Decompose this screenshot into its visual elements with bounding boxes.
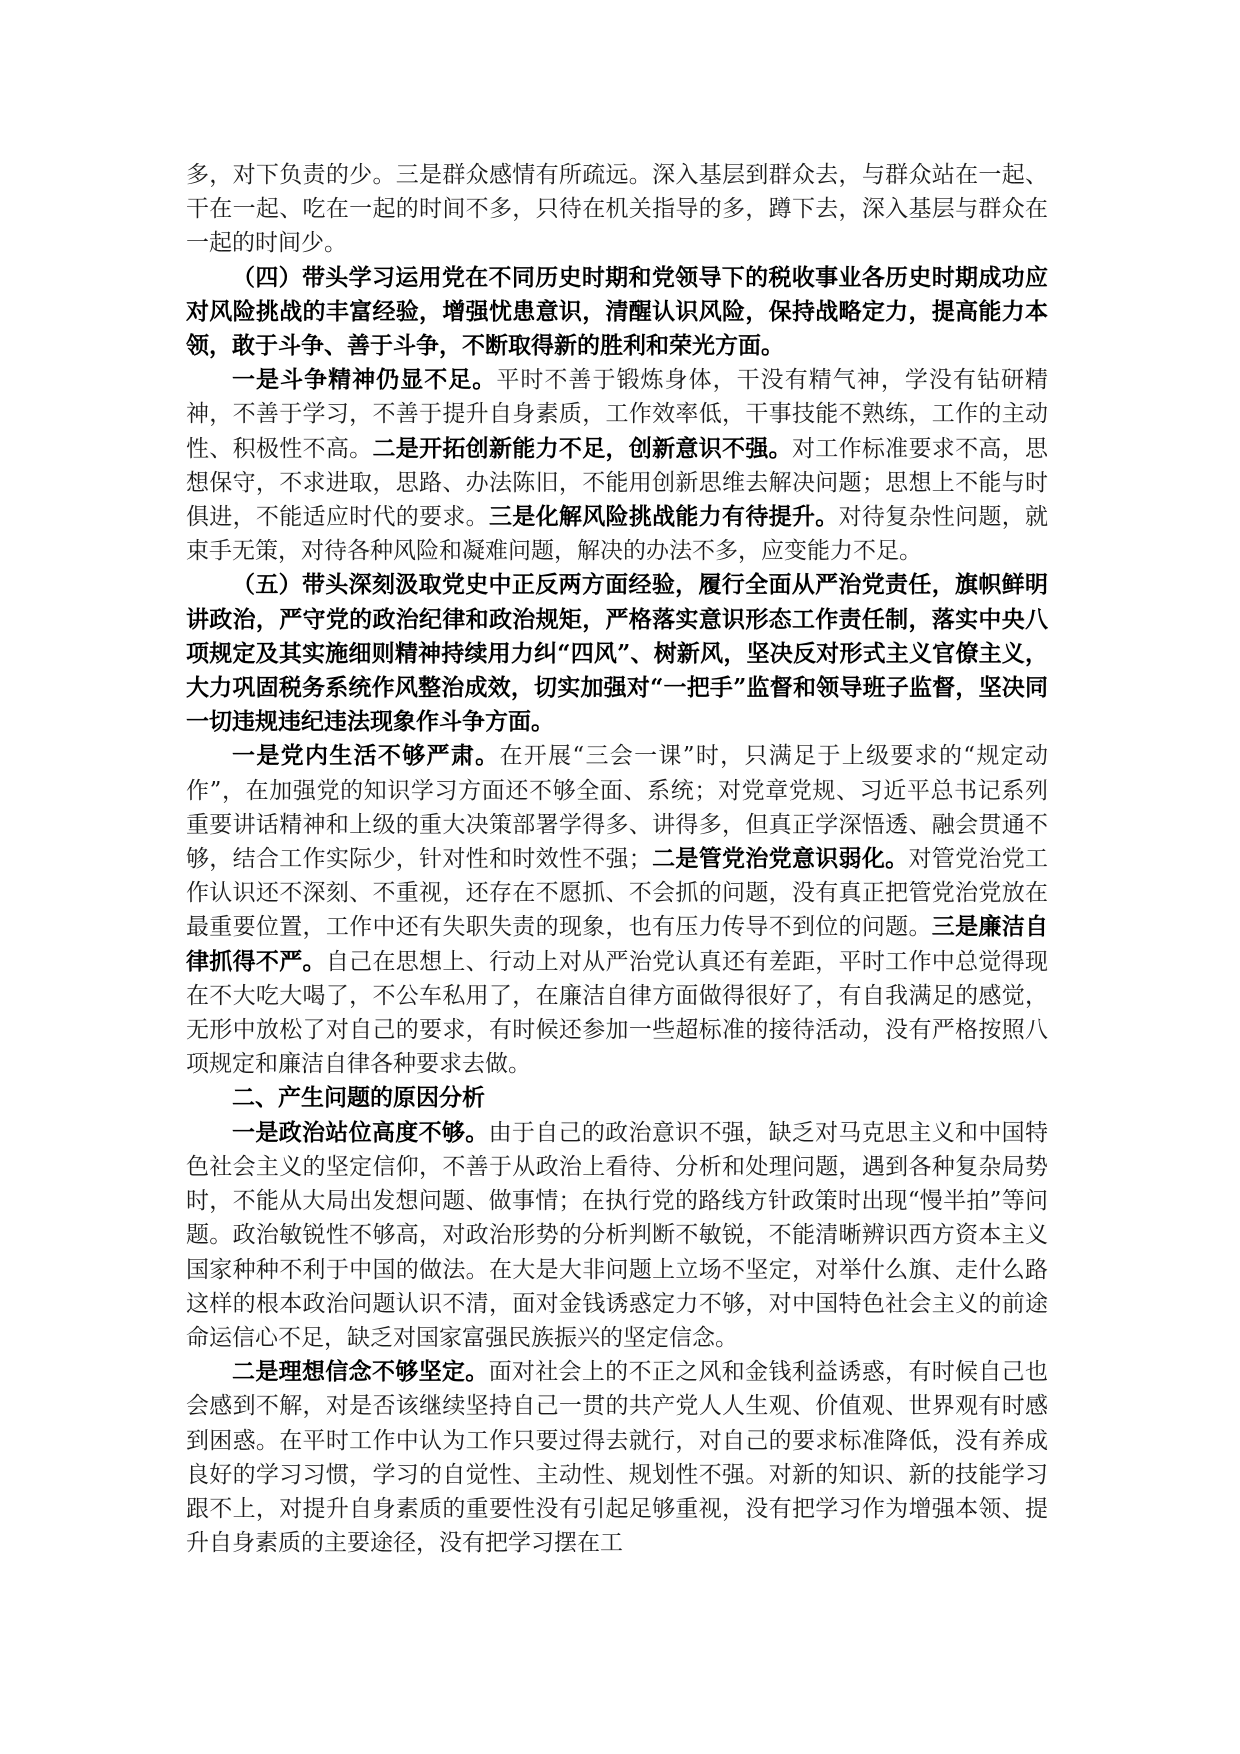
paragraph-continuation bbox=[186, 158, 1048, 261]
point-heading: 一是党内生活不够严肃。 bbox=[232, 742, 500, 770]
section-heading-four bbox=[186, 261, 1048, 364]
body-text: 对管党治党工作认识还不深刻、不重视，还存在不愿抓、不会抓的问题，没有真正把管党治党放在最重要位置，工作中还有失职失责的现象，也有压力传导不到位的问题。 bbox=[186, 846, 1049, 941]
section-heading-text: （五）带头深刻汲取党史中正反两方面经验，履行全面从严治党责任，旗帜鲜明讲政治，严守党的政治纪律和政治规矩，严格落实意识形态工作责任制，落实中央八项规定及其实施细则精神持续用力纠“四风”、树新风，坚决反对形式主义官僚主义，大力巩固税务系统作风整治成效，切实加强对“一把手”监督和领导班子监督，坚决同一切违规违纪违法现象作斗争方面。 bbox=[186, 571, 1048, 736]
body-text: 对待复杂性问题，就束手无策，对待各种风险和凝难问题，解决的办法不多，应变能力不足。 bbox=[186, 504, 1049, 565]
paragraph-ideals-beliefs bbox=[186, 1355, 1048, 1560]
body-text: 自己在思想上、行动上对从严治党认真还有差距，平时工作中总觉得现在不大吃大喝了，不公车私用了，在廉洁自律方面做得很好了，有自我满足的感觉，无形中放松了对自己的要求，有时候还参加一些超标准的接待活动，没有严格按照八项规定和廉洁自律各种要求去做。 bbox=[186, 948, 1049, 1078]
point-heading: 二是管党治党意识弱化。 bbox=[651, 845, 909, 873]
chapter-heading-cause-analysis bbox=[186, 1081, 1048, 1115]
document-page bbox=[186, 158, 1048, 1560]
point-heading: 一是政治站位高度不够。 bbox=[232, 1118, 489, 1146]
body-text: 平时不善于锻炼身体，干没有精气神，学没有钻研精神，不善于学习，不善于提升自身素质，工作效率低，干事技能不熟练，工作的主动性、积极性不高。 bbox=[186, 367, 1049, 462]
point-heading: 三是廉洁自律抓得不严。 bbox=[186, 913, 1049, 975]
point-heading: 一是斗争精神仍显不足。 bbox=[232, 366, 497, 394]
body-text: 对工作标准要求不高，思想保守，不求进取，思路、办法陈旧，不能用创新思维去解决问题；思想上不能与时俱进，不能适应时代的要求。 bbox=[186, 435, 1049, 531]
body-text: 多，对下负责的少。三是群众感情有所疏远。深入基层到群众去，与群众站在一起、干在一起、吃在一起的时间不多，只待在机关指导的多，蹲下去，深入基层与群众在一起的时间少。 bbox=[186, 162, 1048, 257]
paragraph-struggle-spirit bbox=[186, 363, 1048, 568]
paragraph-political-stance bbox=[186, 1116, 1048, 1355]
point-heading: 二是理想信念不够坚定。 bbox=[232, 1358, 489, 1386]
chapter-heading-text: 二、产生问题的原因分析 bbox=[232, 1084, 485, 1112]
paragraph-party-life bbox=[186, 739, 1048, 1081]
body-text: 在开展“三会一课”时，只满足于上级要求的“规定动作”，在加强党的知识学习方面还不够全面、系统；对党章党规、习近平总书记系列重要讲话精神和上级的重大决策部署学得多、讲得多，但真正学深悟透、融会贯通不够，结合工作实际少，针对性和时效性不强； bbox=[186, 743, 1048, 873]
section-heading-text: （四）带头学习运用党在不同历史时期和党领导下的税收事业各历史时期成功应对风险挑战的丰富经验，增强忧患意识，清醒认识风险，保持战略定力，提高能力本领，敢于斗争、善于斗争，不断取得新的胜利和荣光方面。 bbox=[186, 263, 1048, 360]
body-text: 由于自己的政治意识不强，缺乏对马克思主义和中国特色社会主义的坚定信仰，不善于从政治上看待、分析和处理问题，遇到各种复杂局势时，不能从大局出发想问题、做事情；在执行党的路线方针政策时出现“慢半拍”等问题。政治敏锐性不够高，对政治形势的分析判断不敏锐，不能清晰辨识西方资本主义国家种种不利于中国的做法。在大是大非问题上立场不坚定，对举什么旗、走什么路这样的根本政治问题认识不清，面对金钱诱惑定力不够，对中国特色社会主义的前途命运信心不足，缺乏对国家富强民族振兴的坚定信念。 bbox=[186, 1119, 1049, 1351]
point-heading: 三是化解风险挑战能力有待提升。 bbox=[488, 503, 839, 531]
point-heading: 二是开拓创新能力不足，创新意识不强。 bbox=[372, 434, 792, 462]
section-heading-five bbox=[186, 568, 1048, 739]
body-text: 面对社会上的不正之风和金钱利益诱惑，有时候自己也会感到不解，对是否该继续坚持自己一贯的共产党人人生观、价值观、世界观有时感到困惑。在平时工作中认为工作只要过得去就行，对自己的要求标准降低，没有养成良好的学习习惯，学习的自觉性、主动性、规划性不强。对新的知识、新的技能学习跟不上，对提升自身素质的重要性没有引起足够重视，没有把学习作为增强本领、提升自身素质的主要途径，没有把学习摆在工 bbox=[186, 1359, 1049, 1557]
